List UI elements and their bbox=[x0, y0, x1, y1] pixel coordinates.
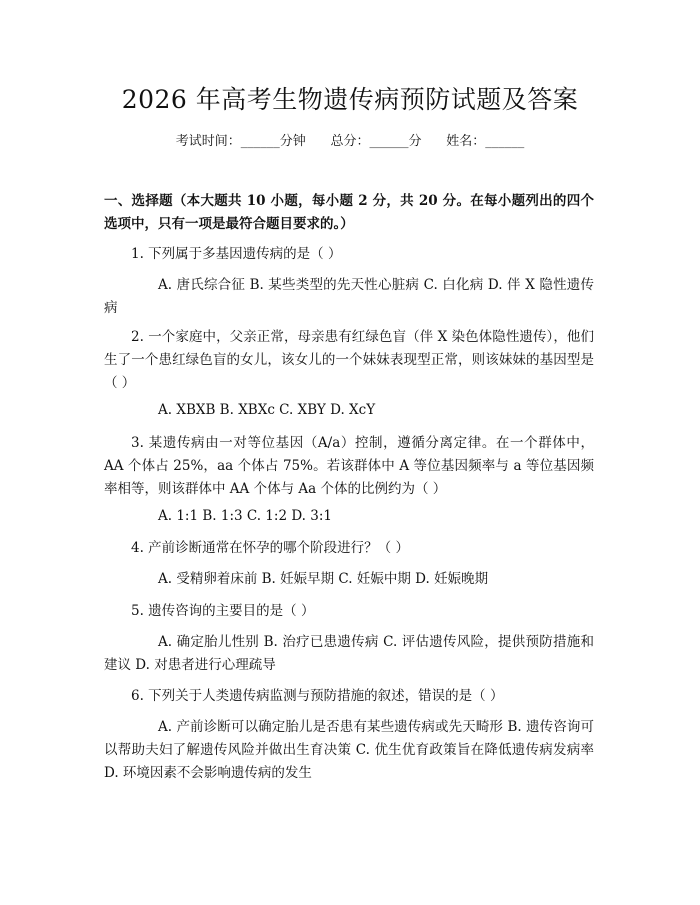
question-stem: 5. 遗传咨询的主要目的是（ ） bbox=[131, 603, 315, 619]
question-stem: 1. 下列属于多基因遗传病的是（ ） bbox=[131, 246, 342, 262]
question-6-stem bbox=[104, 685, 594, 708]
question-6-options: A. 产前诊断可以确定胎儿是否患有某些遗传病或先天畸形 B. 遗传咨询可以帮助夫妇了解遗传风险并做出生育决策 C. 优生优育政策旨在降低遗传病发病率 D. 环境因素不会影响遗传病的发生 bbox=[104, 719, 594, 781]
question-4-stem bbox=[104, 537, 594, 560]
section-heading-multiple-choice: 一、选择题（本大题共 10 小题，每小题 2 分，共 20 分。在每小题列出的四个选项中，只有一项是最符合题目要求的。） bbox=[104, 193, 594, 232]
question-5-options: A. 确定胎儿性别 B. 治疗已患遗传病 C. 评估遗传风险，提供预防措施和建议 D. 对患者进行心理疏导 bbox=[104, 634, 594, 673]
document-title: 2026 年高考生物遗传病预防试题及答案 bbox=[121, 85, 579, 114]
question-stem: 2. 一个家庭中，父亲正常，母亲患有红绿色盲（伴 X 染色体隐性遗传），他们生了一个患红绿色盲的女儿，该女儿的一个妹妹表现型正常，则该妹妹的基因型是（ ） bbox=[104, 329, 594, 391]
question-1-options: A. 唐氏综合征 B. 某些类型的先天性心脏病 C. 白化病 D. 伴 X 隐性遗传病 bbox=[104, 277, 594, 316]
question-1-stem bbox=[104, 243, 594, 266]
question-4-options: A. 受精卵着床前 B. 妊娠早期 C. 妊娠中期 D. 妊娠晚期 bbox=[158, 571, 489, 587]
question-2-stem bbox=[104, 326, 594, 395]
question-stem: 4. 产前诊断通常在怀孕的哪个阶段进行？（ ） bbox=[131, 540, 409, 556]
question-3-stem bbox=[104, 432, 594, 501]
question-3-options: A. 1:1 B. 1:3 C. 1:2 D. 3:1 bbox=[158, 508, 332, 524]
question-5-stem bbox=[104, 600, 594, 623]
exam-info-line: 考试时间：______分钟 总分：______分 姓名：______ bbox=[175, 134, 525, 149]
question-stem: 6. 下列关于人类遗传病监测与预防措施的叙述，错误的是（ ） bbox=[131, 688, 504, 704]
question-stem: 3. 某遗传病由一对等位基因（A/a）控制，遵循分离定律。在一个群体中，AA 个体占 25%，aa 个体占 75%。若该群体中 A 等位基因频率与 a 等位基因频率相等，则该群体中 AA 个体与 Aa 个体的比例约为（ ） bbox=[104, 435, 594, 497]
question-2-options: A. XBXB B. XBXc C. XBY D. XcY bbox=[158, 402, 376, 418]
